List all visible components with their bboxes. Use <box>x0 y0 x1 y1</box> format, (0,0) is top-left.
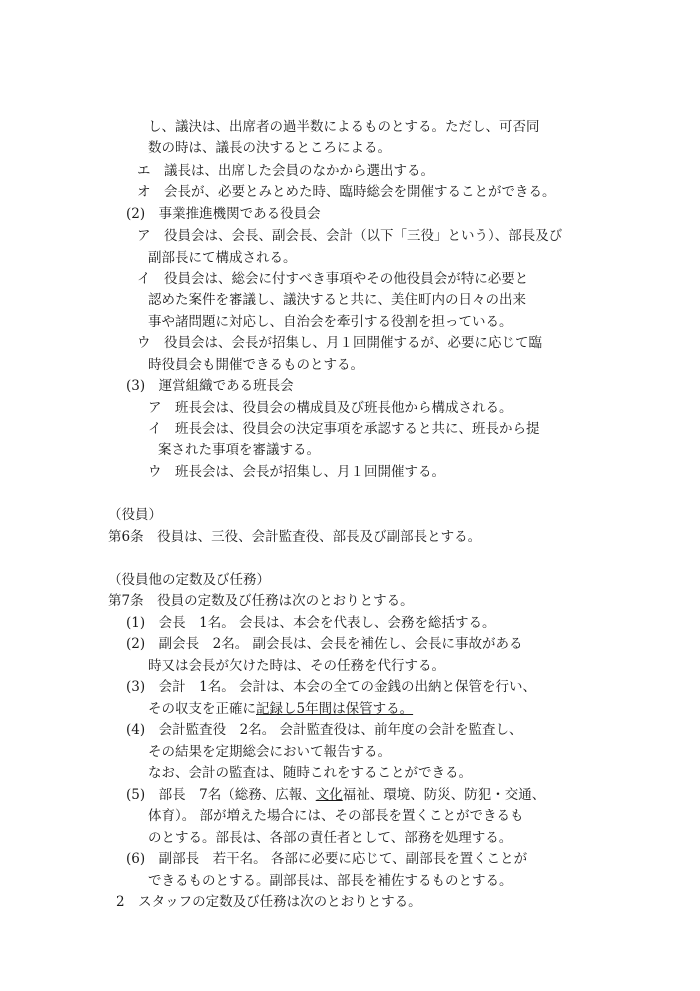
text-line: できるものとする。副部長は、部長を補佐するものとする。 <box>148 873 513 889</box>
text-line: なお、会計の監査は、随時これをすることができる。 <box>148 765 472 781</box>
text-line: (2) 副会長 2名。 副会長は、会長を補佐し、会長に事故がある <box>126 636 523 652</box>
text-line: (3) 会計 1名。 会計は、本会の全ての金銭の出納と保管を行い、 <box>126 679 537 695</box>
section-heading: (2) 事業推進機関である役員会 <box>126 206 321 222</box>
text-line: のとする。部長は、各部の責任者として、部務を処理する。 <box>148 830 513 846</box>
text-line: ウ 役員会は、会長が招集し、月１回開催するが、必要に応じて臨 <box>137 335 542 351</box>
underlined-text: 記録し5年間は保管する。 <box>256 701 414 717</box>
text-line: 第7条 役員の定数及び任務は次のとおりとする。 <box>108 593 414 609</box>
text-line: 数の時は、議長の決するところによる。 <box>148 140 391 156</box>
article-heading: （役員） <box>108 507 162 523</box>
text-line: 時役員会も開催できるものとする。 <box>148 357 364 373</box>
text-segment: (5) 部長 7名（総務、広報、 <box>126 787 316 803</box>
text-line: 副部長にて構成される。 <box>148 250 297 266</box>
text-line: ア 役員会は、会長、副会長、会計（以下「三役」という）、部長及び <box>137 228 563 244</box>
text-segment: 福祉、環境、防災、防犯・交通、 <box>342 787 546 803</box>
text-line <box>126 786 545 804</box>
text-line: (1) 会長 1名。 会長は、本会を代表し、会務を総括する。 <box>126 615 496 631</box>
text-line: 事や諸問題に対応し、自治会を牽引する役割を担っている。 <box>148 314 513 330</box>
text-line: イ 役員会は、総会に付すべき事項やその他役員会が特に必要と <box>137 271 529 287</box>
text-line: 時又は会長が欠けた時は、その任務を代行する。 <box>148 658 445 674</box>
underlined-text: 文化 <box>315 787 343 803</box>
text-line: し、議決は、出席者の過半数によるものとする。ただし、可否同 <box>148 119 540 135</box>
text-line: エ 議長は、出席した会員のなかから選出する。 <box>137 163 434 179</box>
text-line <box>148 700 413 718</box>
text-line: 2 スタッフの定数及び任務は次のとおりとする。 <box>116 894 422 910</box>
article-heading: （役員他の定数及び任務） <box>108 572 270 588</box>
text-line: 第6条 役員は、三役、会計監査役、部長及び副部長とする。 <box>108 529 482 545</box>
text-line: 案された事項を審議する。 <box>158 442 320 458</box>
text-line: その結果を定期総会において報告する。 <box>148 744 391 760</box>
text-line: (4) 会計監査役 2名。 会計監査役は、前年度の会計を監査し、 <box>126 722 523 738</box>
section-heading: (3) 運営組織である班長会 <box>126 378 294 394</box>
text-line: (6) 副部長 若干名。 各部に必要に応じて、副部長を置くことが <box>126 851 528 867</box>
text-line: オ 会長が、必要とみとめた時、臨時総会を開催することができる。 <box>137 184 556 200</box>
text-line: イ 班長会は、役員会の決定事項を承認すると共に、班長から提 <box>148 421 540 437</box>
text-segment: その収支を正確に <box>148 701 256 717</box>
text-line: 認めた案件を審議し、議決すると共に、美住町内の日々の出来 <box>148 292 526 308</box>
text-line: 体育）。 部が増えた場合には、その部長を置くことができるも <box>148 808 524 824</box>
text-line: ア 班長会は、役員会の構成員及び班長他から構成される。 <box>148 400 513 416</box>
text-line: ウ 班長会は、会長が招集し、月１回開催する。 <box>148 464 445 480</box>
